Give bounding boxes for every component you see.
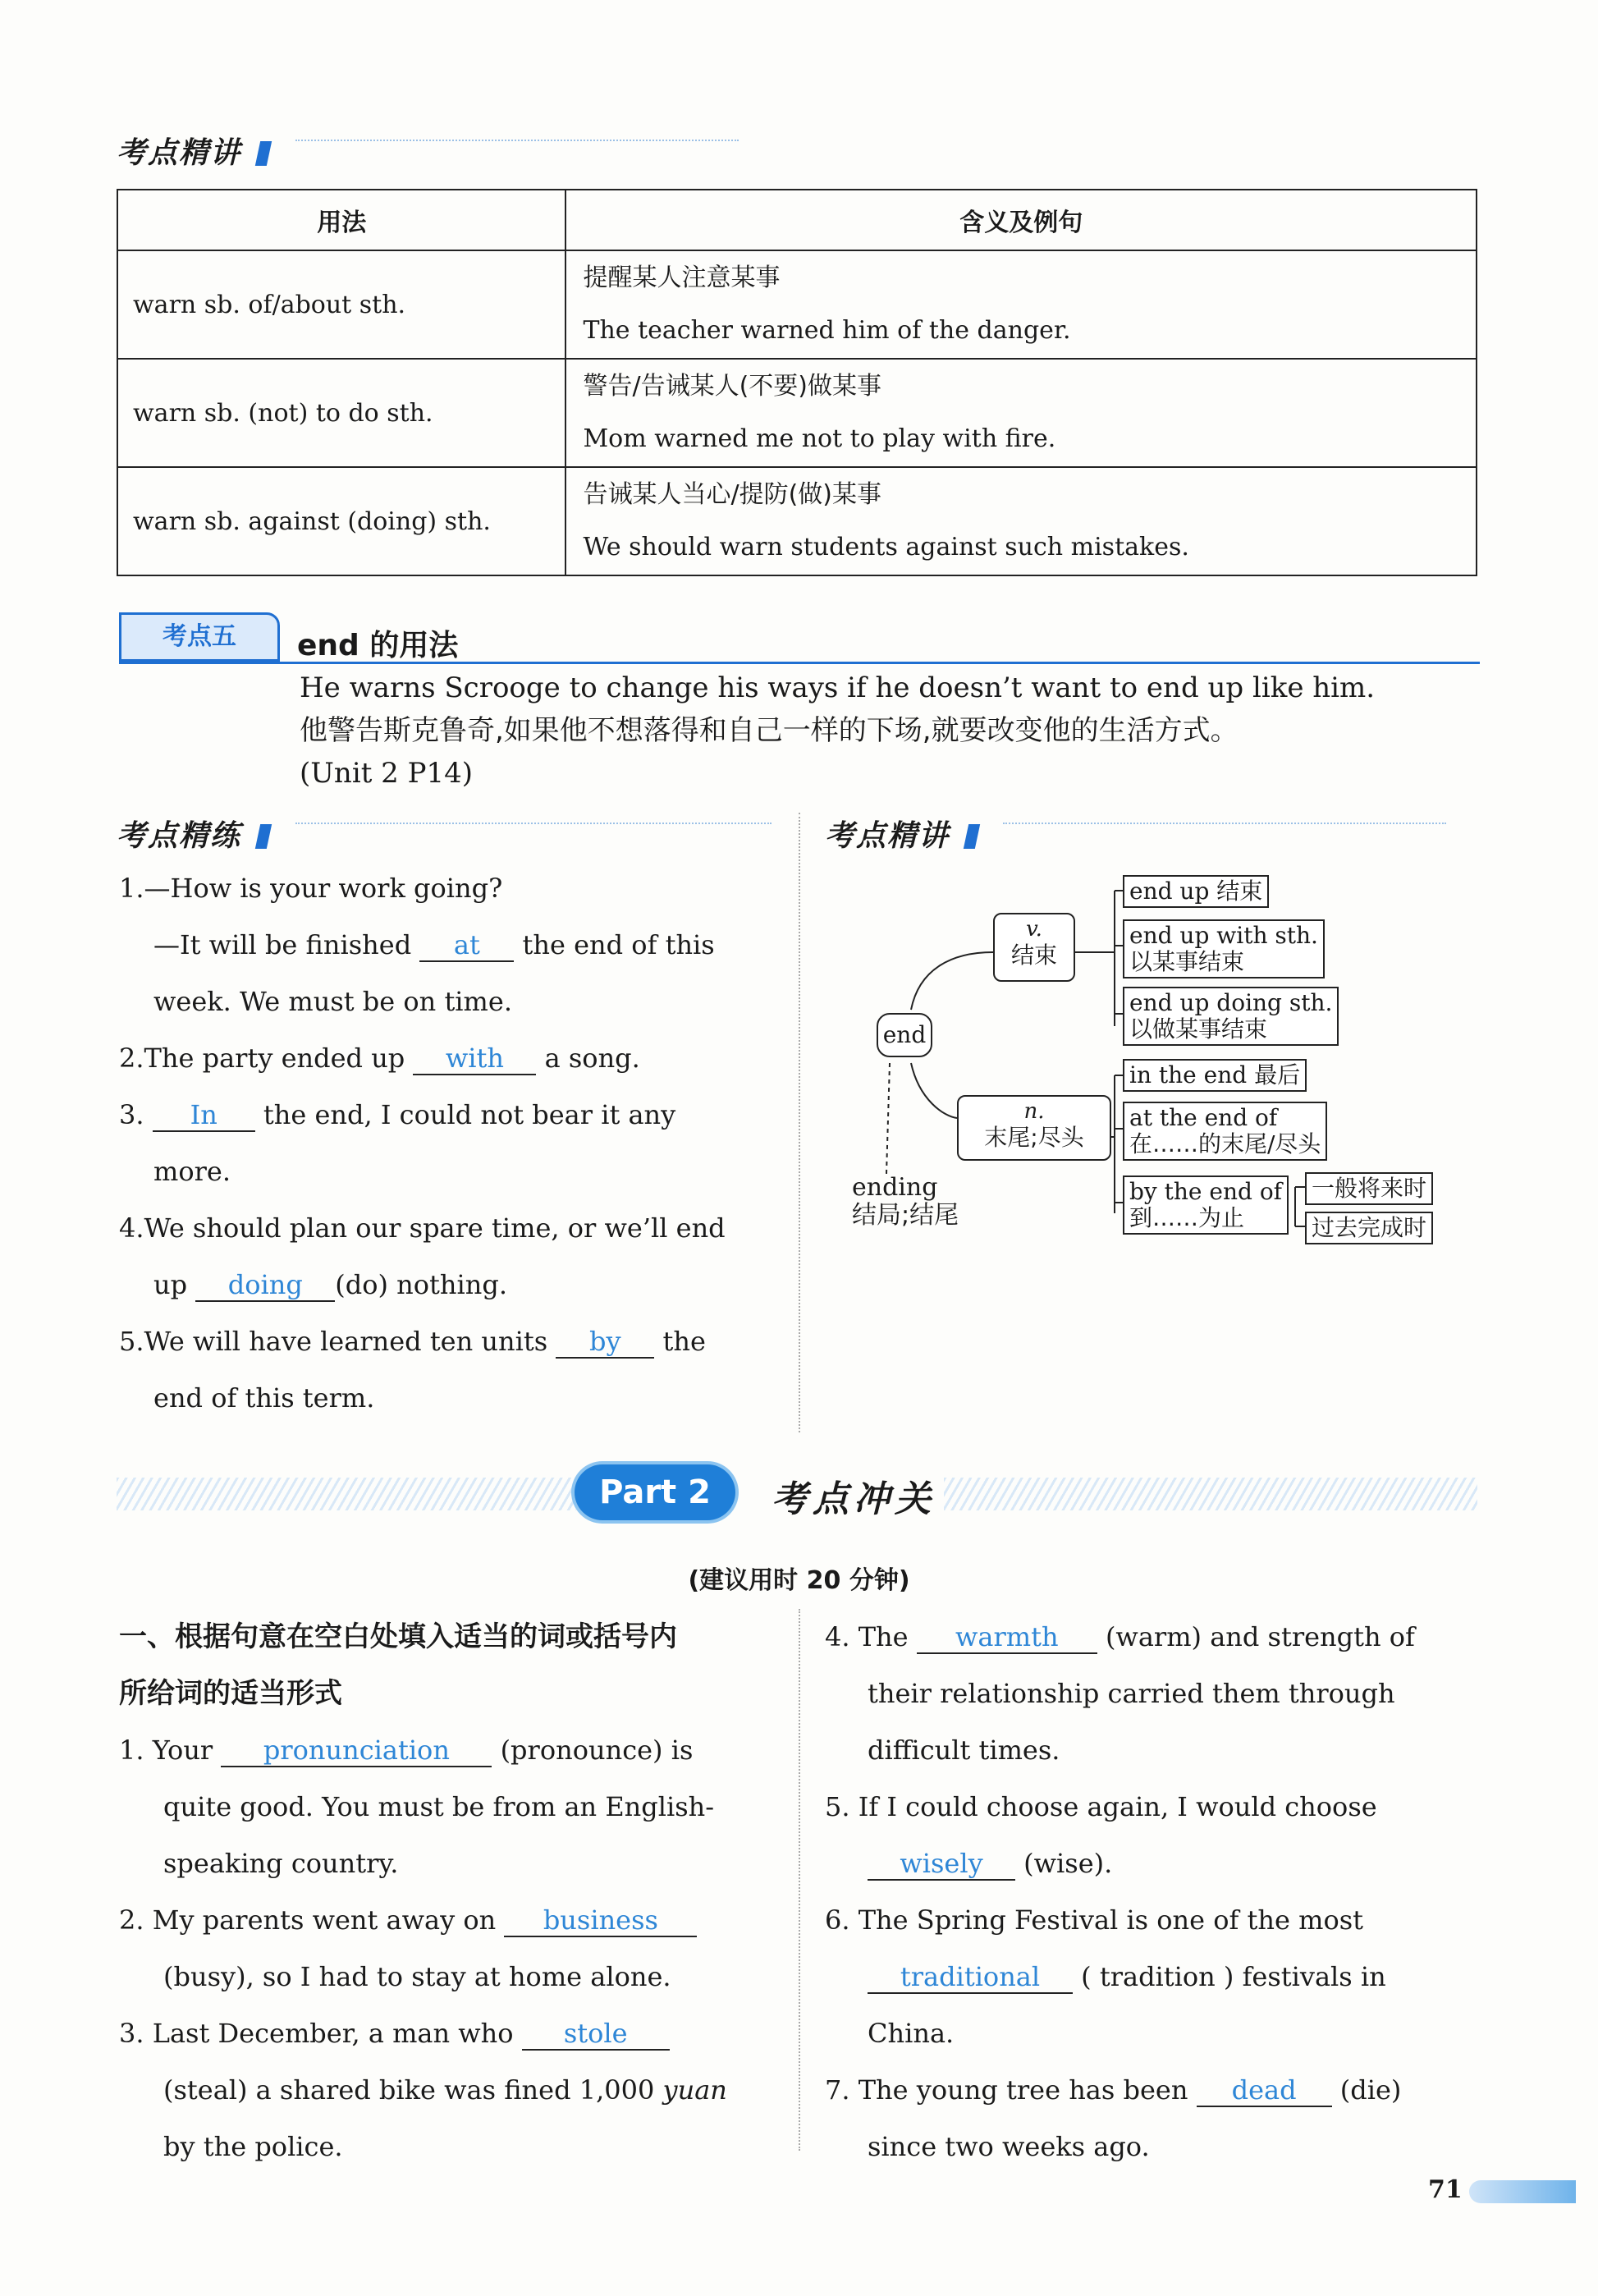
meaning-cell: 警告/告诫某人(不要)做某事 Mom warned me not to play with fire.	[565, 359, 1477, 467]
list-item: 1. Your pronunciation (pronounce) is	[119, 1722, 776, 1779]
answer-blank[interactable]: at	[419, 929, 514, 962]
part2-time: (建议用时 20 分钟)	[688, 1566, 910, 1595]
list-item: 5. If I could choose again, I would choose	[825, 1791, 1377, 1822]
mindmap-item: end up doing sth. 以做某事结束	[1123, 987, 1339, 1046]
section-title-jinglian: 考点精练	[117, 813, 269, 855]
usage-cell: warn sb. against (doing) sth.	[117, 467, 565, 575]
answer-blank[interactable]: wisely	[868, 1848, 1015, 1881]
table-header-usage: 用法	[117, 190, 565, 250]
usage-cell: warn sb. of/about sth.	[117, 250, 565, 359]
answer-blank[interactable]: warmth	[917, 1621, 1097, 1654]
mindmap-item: end up with sth. 以某事结束	[1123, 919, 1325, 978]
mindmap-derived: ending 结局;结尾	[852, 1173, 959, 1230]
list-item: 4. The warmth (warm) and strength of	[825, 1609, 1481, 1666]
meaning-cell: 提醒某人注意某事 The teacher warned him of the danger.	[565, 250, 1477, 359]
mindmap-noun-node: n. 末尾;尽头	[957, 1095, 1111, 1161]
answer-blank[interactable]: doing	[195, 1269, 335, 1302]
page-number-tab	[1469, 2180, 1576, 2203]
part2-left: 一、根据句意在空白处填入适当的词或括号内 所给词的适当形式 1. Your pronunciation (pronounce) is quite good. You must be from an English- speaking country. 2. My parents went away on business (busy), so I had to stay at home alone. 3. Last December, a man who stole (steal) a shared bike was fined 1,000 yuan by the police.	[119, 1609, 776, 2175]
banner-stripe	[117, 1478, 576, 1510]
column-divider	[799, 1609, 800, 2151]
answer-blank[interactable]: by	[556, 1326, 654, 1359]
meaning-cell: 告诫某人当心/提防(做)某事 We should warn students against such mistakes.	[565, 467, 1477, 575]
list-item: 1.—How is your work going?	[119, 873, 503, 904]
answer-blank[interactable]: stole	[522, 2018, 670, 2051]
mindmap-item: in the end 最后	[1123, 1059, 1307, 1092]
list-item: 3. Last December, a man who stole	[119, 2005, 776, 2062]
answer-blank[interactable]: with	[413, 1043, 536, 1075]
section-title-jingjiang-1: 考点精讲	[117, 130, 269, 172]
answer-blank[interactable]: traditional	[868, 1961, 1073, 1994]
list-item: 5.We will have learned ten units by the	[119, 1313, 776, 1370]
list-item: 2.The party ended up with a song.	[119, 1030, 776, 1087]
list-item: 7. The young tree has been dead (die)	[825, 2062, 1481, 2119]
answer-blank[interactable]: business	[504, 1904, 697, 1937]
kaodian-sentence: He warns Scrooge to change his ways if he doesn’t want to end up like him. 他警告斯克鲁奇,如果他不想落得和自己一样的下场,就要改变他的生活方式。 (Unit 2 P14)	[300, 671, 1376, 790]
list-item: 2. My parents went away on business	[119, 1892, 776, 1949]
practice-list: 1.—How is your work going? —It will be finished at the end of this week. We must be on time. 2.The party ended up with a song. 3. In the end, I could not bear it any more. 4.We should plan our spare time, or we’ll end up doing (do) nothing. 5.We will have learned ten units by the end of this term.	[119, 860, 776, 1427]
mindmap-item: end up 结束	[1123, 875, 1269, 908]
list-item: 6. The Spring Festival is one of the most	[825, 1904, 1363, 1936]
list-item: 4.We should plan our spare time, or we’ll end	[119, 1212, 726, 1244]
part2-title: 考点冲关	[772, 1478, 936, 1520]
mindmap-tense: 过去完成时	[1305, 1212, 1433, 1244]
section-title-jingjiang-2: 考点精讲	[825, 813, 978, 855]
answer-blank[interactable]: pronunciation	[221, 1735, 492, 1767]
part2-badge: Part 2	[575, 1464, 735, 1520]
table-header-meaning: 含义及例句	[565, 190, 1477, 250]
answer-blank[interactable]: In	[153, 1099, 255, 1132]
kaodian-title: end 的用法	[297, 629, 459, 662]
usage-cell: warn sb. (not) to do sth.	[117, 359, 565, 467]
mindmap-item: at the end of 在……的末尾/尽头	[1123, 1102, 1327, 1161]
part2-right: 4. The warmth (warm) and strength of their relationship carried them through difficult times. 5. If I could choose again, I would choose wisely (wise). 6. The Spring Festival is one of the most traditional ( tradition ) festivals in China. 7. The young tree has been dead (die) since two weeks ago.	[825, 1609, 1481, 2175]
banner-stripe	[944, 1478, 1477, 1510]
mindmap-item: by the end of 到……为止	[1123, 1175, 1289, 1235]
kaodian-tag: 考点五	[119, 612, 280, 662]
answer-blank[interactable]: dead	[1197, 2074, 1332, 2107]
page-number: 71	[1428, 2175, 1463, 2204]
list-item: 3. In the end, I could not bear it any	[119, 1087, 776, 1143]
mindmap-root: end	[877, 1013, 932, 1057]
mindmap-tense: 一般将来时	[1305, 1172, 1433, 1205]
mindmap-verb-node: v. 结束	[993, 913, 1075, 982]
